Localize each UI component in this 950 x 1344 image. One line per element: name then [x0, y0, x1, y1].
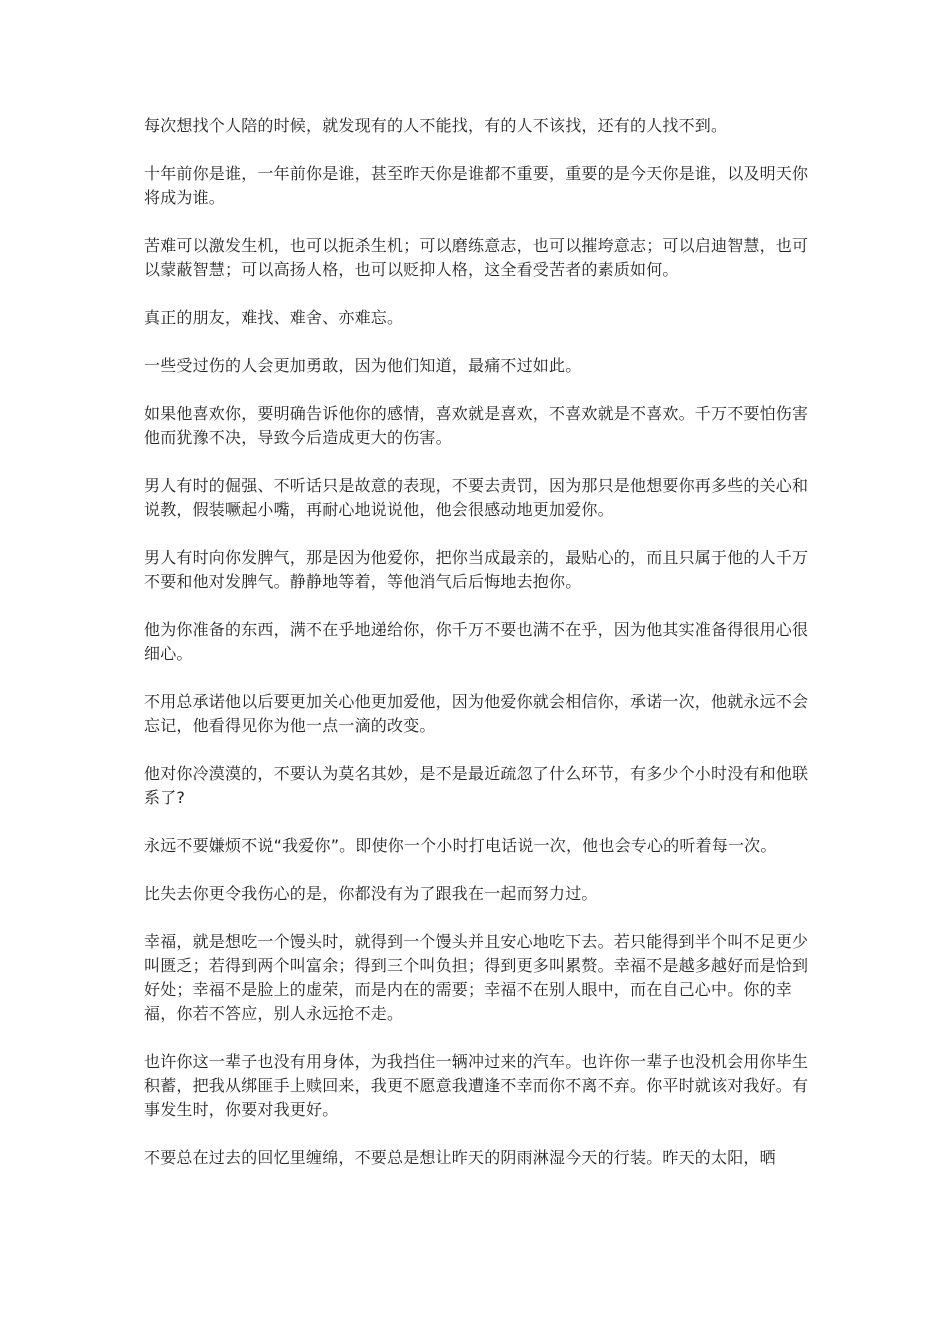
document-body	[144, 114, 810, 1194]
paragraph-10: 不用总承诺他以后要更加关心他更加爱他，因为他爱你就会相信你，承诺一次，他就永远不会忘记，他看得见你为他一点一滴的改变。	[144, 692, 809, 735]
paragraph-3: 苦难可以激发生机，也可以扼杀生机；可以磨练意志，也可以摧垮意志；可以启迪智慧，也可以蒙蔽智慧；可以高扬人格，也可以贬抑人格，这全看受苦者的素质如何。	[144, 236, 809, 279]
paragraph-16: 不要总在过去的回忆里缠绵，不要总是想让昨天的阴雨淋湿今天的行装。昨天的太阳，晒	[144, 1148, 776, 1167]
paragraph-12: 永远不要嫌烦不说“我爱你”。即使你一个小时打电话说一次，他也会专心的听着每一次。	[144, 836, 777, 855]
paragraph-9: 他为你准备的东西，满不在乎地递给你，你千万不要也满不在乎，因为他其实准备得很用心很细心。	[144, 620, 809, 663]
paragraph-11: 他对你冷漠漠的，不要认为莫名其妙，是不是最近疏忽了什么环节，有多少个小时没有和他联系了?	[144, 764, 809, 807]
paragraph-4: 真正的朋友，难找、难舍、亦难忘。	[144, 308, 404, 327]
paragraph-15: 也许你这一辈子也没有用身体，为我挡住一辆冲过来的汽车。也许你一辈子也没机会用你毕生积蓄，把我从绑匪手上赎回来，我更不愿意我遭逢不幸而你不离不弃。你平时就该对我好。有事发生时，你要对我更好。	[144, 1052, 809, 1119]
paragraph-5: 一些受过伤的人会更加勇敢，因为他们知道，最痛不过如此。	[144, 356, 582, 375]
paragraph-6: 如果他喜欢你，要明确告诉他你的感情，喜欢就是喜欢，不喜欢就是不喜欢。千万不要怕伤害他而犹豫不决，导致今后造成更大的伤害。	[144, 404, 809, 447]
paragraph-7: 男人有时的倔强、不听话只是故意的表现，不要去责罚，因为那只是他想要你再多些的关心和说教，假装噘起小嘴，再耐心地说说他，他会很感动地更加爱你。	[144, 476, 809, 519]
paragraph-2: 十年前你是谁，一年前你是谁，甚至昨天你是谁都不重要，重要的是今天你是谁，以及明天你将成为谁。	[144, 164, 809, 207]
paragraph-14: 幸福，就是想吃一个馒头时，就得到一个馒头并且安心地吃下去。若只能得到半个叫不足更少叫匮乏；若得到两个叫富余；得到三个叫负担；得到更多叫累赘。幸福不是越多越好而是恰到好处；幸福不是脸上的虚荣，而是内在的需要；幸福不在别人眼中，而在自己心中。你的幸福，你若不答应，别人永远抢不走。	[144, 932, 809, 1023]
paragraph-8: 男人有时向你发脾气，那是因为他爱你，把你当成最亲的，最贴心的，而且只属于他的人千万不要和他对发脾气。静静地等着，等他消气后后悔地去抱你。	[144, 548, 809, 591]
paragraph-1: 每次想找个人陪的时候，就发现有的人不能找，有的人不该找，还有的人找不到。	[144, 116, 728, 135]
paragraph-13: 比失去你更令我伤心的是，你都没有为了跟我在一起而努力过。	[144, 884, 598, 903]
